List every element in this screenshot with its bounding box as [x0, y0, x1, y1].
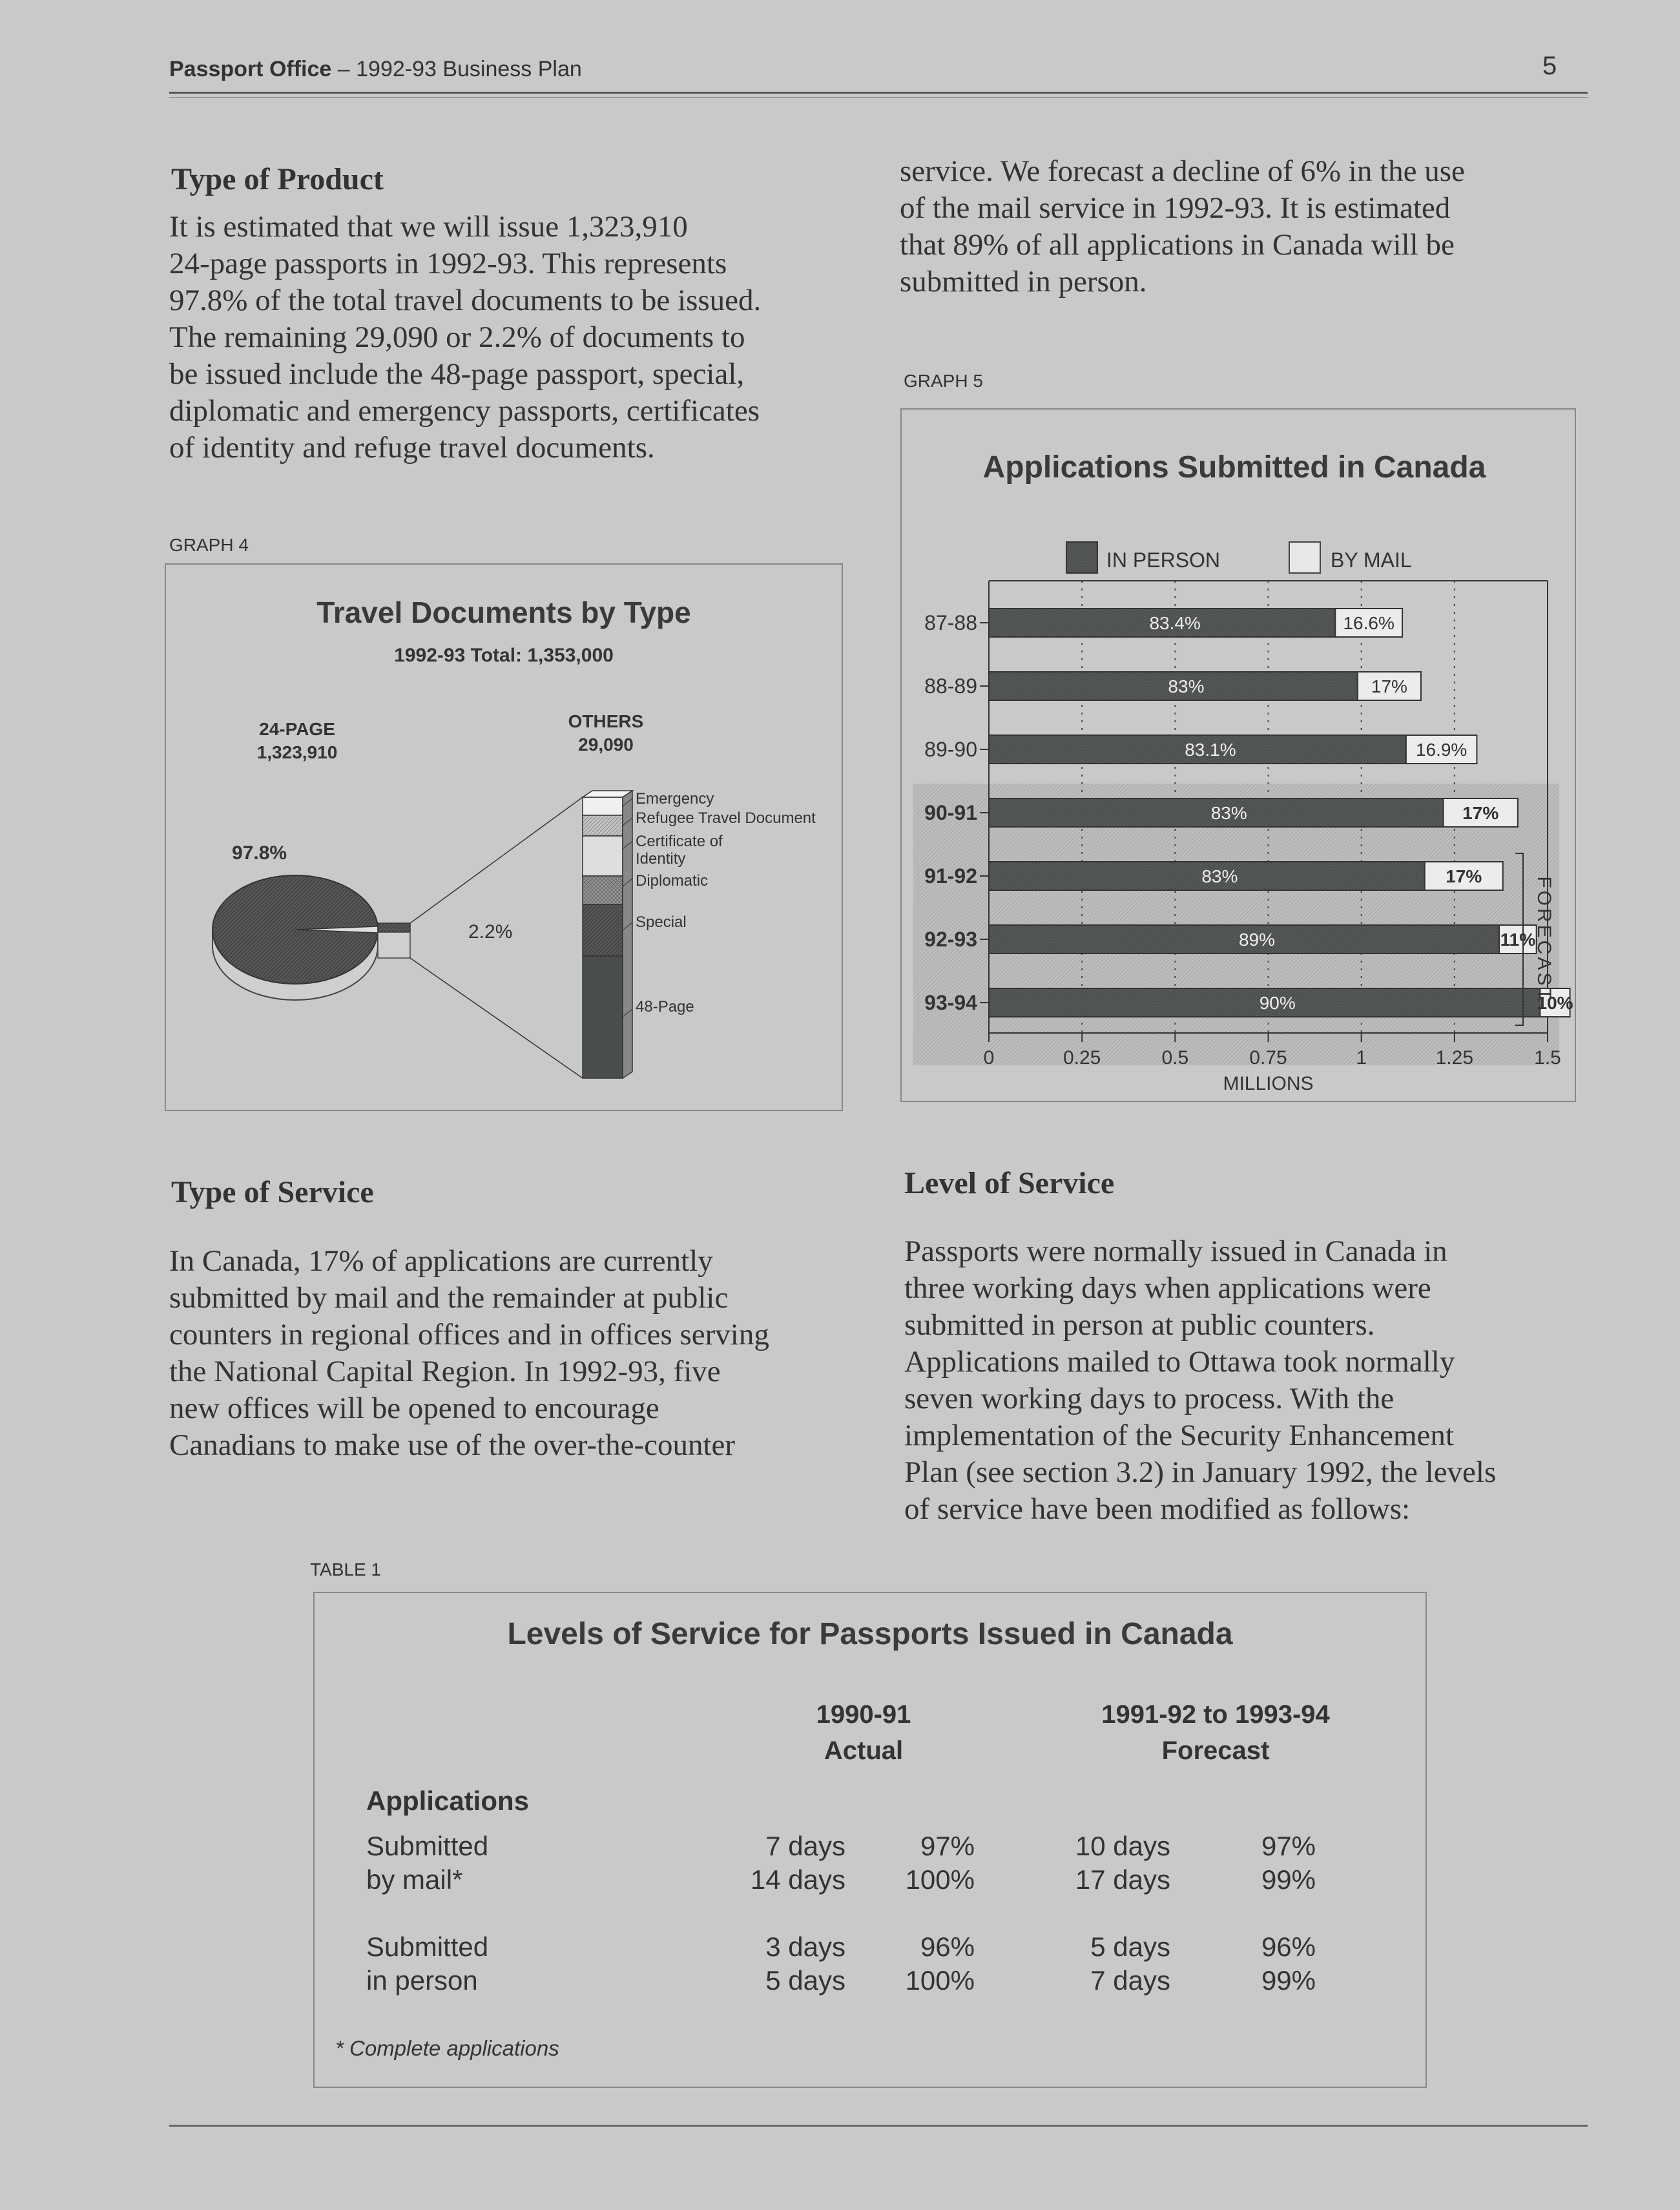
- pie-slice-explode-side: [378, 932, 410, 958]
- text-line: seven working days to process. With the: [904, 1382, 1395, 1415]
- label-48-page: 48-Page: [636, 998, 694, 1016]
- legend-by-mail: BY MAIL: [1331, 548, 1412, 572]
- category-label: 92-93: [924, 928, 977, 951]
- text-line: Plan (see section 3.2) in January 1992, the levels: [904, 1455, 1497, 1489]
- pie-slice-explode: [378, 923, 410, 932]
- text-line: submitted by mail and the remainder at public: [169, 1281, 729, 1315]
- cell-value: 97%: [920, 1831, 975, 1861]
- label-refugee: Refugee Travel Document: [636, 809, 816, 827]
- label-others-count: 29,090: [578, 735, 634, 755]
- cell-value: 100%: [905, 1864, 975, 1895]
- cell-forecast-days: [1015, 1830, 1170, 1897]
- row-label-person: [366, 1930, 488, 1997]
- connector-line: [410, 797, 583, 923]
- x-tick-label: 1.25: [1435, 1047, 1474, 1069]
- cell-forecast-pct: [1206, 1930, 1316, 1997]
- cell-value: 96%: [1261, 1932, 1316, 1962]
- cell-value: 5 days: [765, 1965, 845, 1996]
- cell-actual-days: [702, 1930, 845, 1997]
- bar-label-by-mail: 11%: [1500, 930, 1536, 950]
- pct-other-label: 2.2%: [468, 921, 513, 943]
- bar-label-by-mail: 17%: [1371, 676, 1407, 696]
- text-line: new offices will be opened to encourage: [169, 1392, 659, 1425]
- label-certificate: Certificate of: [636, 833, 723, 850]
- x-tick-label: 0.5: [1161, 1047, 1189, 1069]
- category-label: 88-89: [924, 674, 977, 698]
- text-line: 97.8% of the total travel documents to be issued.: [169, 284, 762, 317]
- category-label: 87-88: [924, 611, 977, 634]
- cell-actual-days: [702, 1830, 845, 1897]
- cell-actual-pct: [883, 1930, 975, 1997]
- graph5-box: [900, 408, 1576, 1102]
- header-rule: [169, 92, 1588, 94]
- text-line: be issued include the 48-page passport, special,: [169, 357, 745, 391]
- category-label: 89-90: [924, 738, 977, 761]
- bar-label-in-person: 83%: [1168, 676, 1205, 696]
- cell-value: 14 days: [750, 1864, 845, 1895]
- bar-label-by-mail: 17%: [1446, 866, 1482, 886]
- col-head-forecast-years: 1991-92 to 1993-94: [1101, 1700, 1330, 1729]
- stack-side: [623, 791, 632, 1078]
- continued-text: [900, 153, 1465, 300]
- bar-label-in-person: 83%: [1210, 803, 1247, 823]
- row-label-line: Submitted: [366, 1932, 489, 1962]
- stack-refugee: [583, 815, 623, 836]
- stack-emergency: [583, 797, 623, 815]
- x-tick-label: 1: [1356, 1047, 1367, 1069]
- text-line: of identity and refuge travel documents.: [169, 431, 655, 464]
- table1-section-label: Applications: [366, 1786, 530, 1816]
- label-24-page: 24-PAGE: [259, 719, 335, 739]
- level-of-service-text: [904, 1233, 1496, 1528]
- bar-label-in-person: 83.4%: [1149, 613, 1201, 633]
- row-label-line: Submitted: [366, 1831, 489, 1861]
- x-axis-title: MILLIONS: [1223, 1073, 1314, 1094]
- bar-label-in-person: 83.1%: [1185, 740, 1236, 760]
- cell-value: 10 days: [1075, 1831, 1170, 1861]
- legend-swatch-in-person: [1066, 542, 1097, 573]
- x-tick-label: 0: [983, 1047, 995, 1069]
- cell-forecast-pct: [1206, 1830, 1316, 1897]
- text-line: of service have been modified as follows:: [904, 1492, 1411, 1526]
- header-office: Passport Office: [169, 57, 332, 81]
- col-head-actual-year: 1990-91: [816, 1700, 911, 1729]
- text-line: implementation of the Security Enhancement: [904, 1419, 1454, 1452]
- cell-actual-pct: [883, 1830, 975, 1897]
- graph4-pie-chart: [166, 565, 842, 1110]
- col-head-actual: Actual: [824, 1736, 904, 1765]
- cell-value: 7 days: [1090, 1965, 1170, 1996]
- table1-title: Levels of Service for Passports Issued in Canada: [507, 1617, 1233, 1651]
- cell-value: 99%: [1261, 1965, 1316, 1996]
- graph4-box: [165, 563, 843, 1111]
- type-of-product-text: [169, 209, 761, 466]
- text-line: Applications mailed to Ottawa took normally: [904, 1345, 1455, 1379]
- stack-special: [583, 904, 623, 956]
- category-label: 90-91: [924, 801, 977, 824]
- graph4-title: Travel Documents by Type: [316, 596, 691, 629]
- bar-label-in-person: 83%: [1201, 866, 1238, 886]
- text-line: submitted in person.: [900, 265, 1147, 298]
- text-line: The remaining 29,090 or 2.2% of documents to: [169, 320, 745, 354]
- graph4-subtitle: 1992-93 Total: 1,353,000: [394, 645, 614, 666]
- page-number: 5: [1542, 52, 1557, 80]
- x-tick-label: 0.25: [1063, 1047, 1101, 1069]
- forecast-label: FORECAST: [1533, 876, 1555, 1003]
- legend-in-person: IN PERSON: [1106, 548, 1221, 572]
- cell-value: 3 days: [765, 1932, 845, 1962]
- x-tick-label: 1.5: [1534, 1047, 1561, 1069]
- row-label-line: by mail*: [366, 1864, 463, 1895]
- text-line: It is estimated that we will issue 1,323,910: [169, 210, 688, 244]
- text-line: of the mail service in 1992-93. It is estimated: [900, 191, 1451, 225]
- legend-swatch-by-mail: [1289, 542, 1320, 573]
- text-line: service. We forecast a decline of 6% in the use: [900, 154, 1465, 188]
- table1-footnote: * Complete applications: [335, 2036, 559, 2060]
- cell-value: 5 days: [1090, 1932, 1170, 1962]
- bar-label-by-mail: 17%: [1462, 803, 1499, 823]
- header-rule-thin: [169, 97, 1588, 98]
- pct-main-label: 97.8%: [232, 842, 287, 864]
- cell-forecast-days: [1015, 1930, 1170, 1997]
- col-head-forecast: Forecast: [1161, 1736, 1270, 1765]
- footer-rule: [169, 2125, 1588, 2127]
- label-emergency: Emergency: [636, 790, 714, 808]
- graph5-caption: GRAPH 5: [904, 371, 983, 391]
- x-tick-label: 0.75: [1249, 1047, 1287, 1069]
- bar-label-in-person: 89%: [1238, 930, 1276, 950]
- bar-label-by-mail: 16.6%: [1343, 613, 1395, 633]
- graph4-caption: GRAPH 4: [169, 535, 249, 555]
- heading-type-of-product: Type of Product: [171, 162, 384, 196]
- cell-value: 96%: [920, 1932, 975, 1962]
- label-special: Special: [636, 913, 687, 931]
- row-label-mail: [366, 1830, 488, 1897]
- stack-certificate: [583, 836, 623, 876]
- text-line: the National Capital Region. In 1992-93, five: [169, 1355, 721, 1388]
- category-label: 93-94: [924, 991, 977, 1014]
- text-line: In Canada, 17% of applications are currently: [169, 1244, 713, 1278]
- label-identity: Identity: [636, 850, 686, 868]
- stack-48-page: [583, 956, 623, 1078]
- label-diplomatic: Diplomatic: [636, 872, 709, 890]
- text-line: counters in regional offices and in offices serving: [169, 1318, 769, 1351]
- text-line: submitted in person at public counters.: [904, 1308, 1375, 1342]
- header-plan: 1992-93 Business Plan: [356, 57, 582, 81]
- running-header: [169, 57, 582, 82]
- bar-label-in-person: 90%: [1259, 993, 1296, 1013]
- row-label-line: in person: [366, 1965, 478, 1996]
- text-line: diplomatic and emergency passports, certificates: [169, 394, 760, 428]
- heading-type-of-service: Type of Service: [171, 1175, 374, 1209]
- graph5-title: Applications Submitted in Canada: [982, 450, 1486, 485]
- cell-value: 17 days: [1075, 1864, 1170, 1895]
- label-24-page-count: 1,323,910: [256, 742, 338, 762]
- table1-caption: TABLE 1: [310, 1559, 381, 1579]
- heading-level-of-service: Level of Service: [904, 1166, 1115, 1200]
- text-line: 24-page passports in 1992-93. This represents: [169, 247, 727, 280]
- text-line: Canadians to make use of the over-the-counter: [169, 1428, 736, 1462]
- connector-line: [410, 958, 583, 1078]
- cell-value: 99%: [1261, 1864, 1316, 1895]
- label-others: OTHERS: [568, 711, 644, 731]
- cell-value: 97%: [1261, 1831, 1316, 1861]
- graph5-bar-chart: [902, 410, 1575, 1101]
- cell-value: 7 days: [765, 1831, 845, 1861]
- graph5-plot-area: [913, 581, 1573, 1094]
- table1-box: [313, 1592, 1427, 2088]
- text-line: that 89% of all applications in Canada will be: [900, 228, 1455, 262]
- bar-label-by-mail: 10%: [1537, 993, 1573, 1013]
- stack-diplomatic: [583, 876, 623, 904]
- type-of-service-text: [169, 1243, 769, 1464]
- text-line: three working days when applications were: [904, 1271, 1431, 1305]
- category-label: 91-92: [924, 864, 977, 888]
- text-line: Passports were normally issued in Canada in: [904, 1235, 1447, 1268]
- cell-value: 100%: [905, 1965, 975, 1996]
- header-dash: –: [331, 57, 357, 81]
- bar-label-by-mail: 16.9%: [1415, 740, 1467, 760]
